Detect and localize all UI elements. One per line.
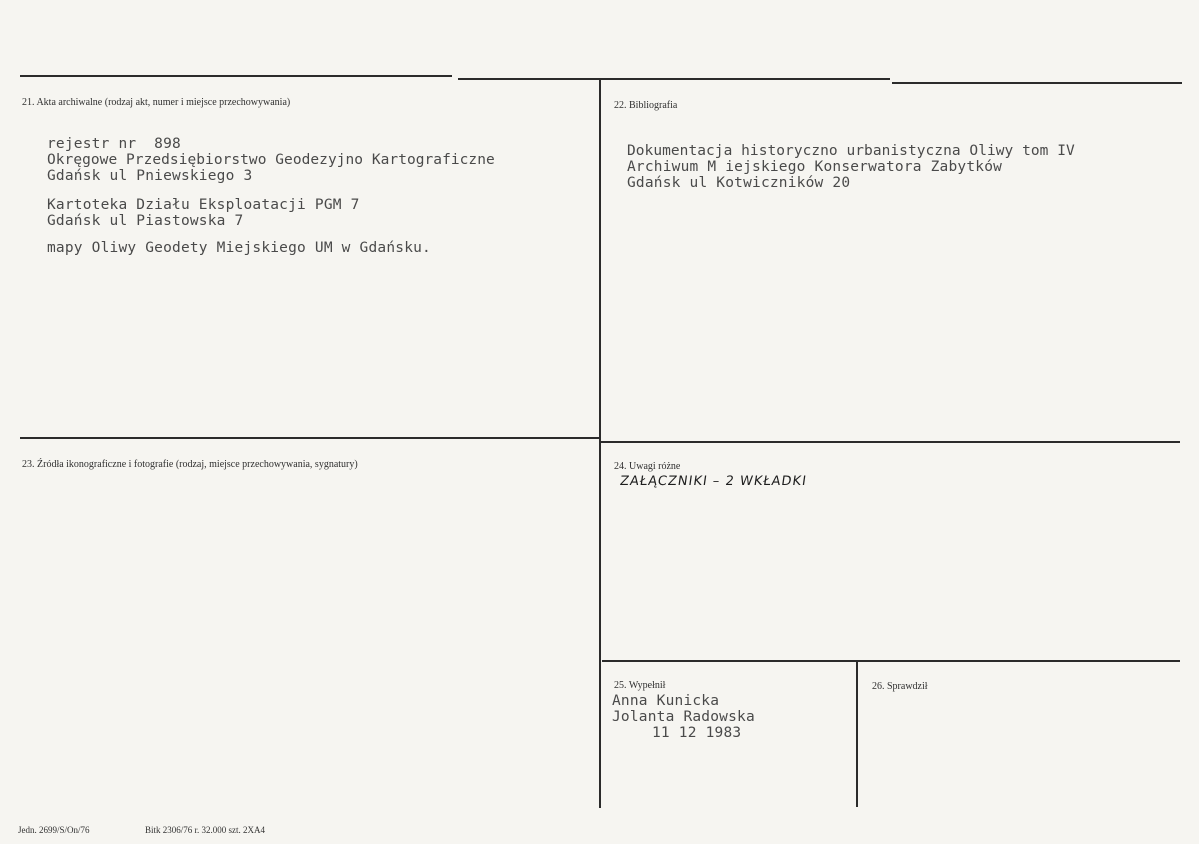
signature-divider-rule xyxy=(856,661,858,807)
top-rule-left xyxy=(20,75,452,77)
footer-print-info: Bitk 2306/76 r. 32.000 szt. 2XA4 xyxy=(145,825,266,835)
field-22-label: 22. Bibliografia xyxy=(614,100,678,111)
field-25-label: 25. Wypełnił xyxy=(614,680,666,691)
field-21-label: 21. Akta archiwalne (rodzaj akt, numer i miejsce przechowywania) xyxy=(22,97,291,108)
middle-rule-left xyxy=(20,437,600,439)
field-22-line-2: Archiwum M iejskiego Konserwatora Zabytków xyxy=(627,159,1003,175)
field-21-line-3: Gdańsk ul Pniewskiego 3 xyxy=(47,168,253,184)
field-21-line-4: Kartoteka Działu Eksploatacji PGM 7 xyxy=(47,197,360,213)
center-vertical-rule xyxy=(599,78,601,808)
signature-rule xyxy=(602,660,1180,662)
field-26-label: 26. Sprawdził xyxy=(872,681,928,692)
field-22-line-3: Gdańsk ul Kotwiczników 20 xyxy=(627,175,851,191)
top-rule-middle xyxy=(458,78,890,80)
field-21-line-1: rejestr nr 898 xyxy=(47,136,181,152)
field-22-line-1: Dokumentacja historyczno urbanistyczna Oliwy tom IV xyxy=(627,143,1075,159)
top-rule-right xyxy=(892,82,1182,84)
field-21-line-2: Okręgowe Przedsiębiorstwo Geodezyjno Kartograficzne xyxy=(47,152,495,168)
field-24-handwritten-note: ZAŁĄCZNIKI – 2 WKŁADKI xyxy=(618,474,808,489)
footer-form-number: Jedn. 2699/S/On/76 xyxy=(18,825,90,835)
middle-rule-right xyxy=(600,441,1180,443)
field-25-date: 11 12 1983 xyxy=(652,725,742,741)
field-24-label: 24. Uwagi różne xyxy=(614,461,681,472)
field-21-line-5: Gdańsk ul Piastowska 7 xyxy=(47,213,244,229)
field-23-label: 23. Źródła ikonograficzne i fotografie (rodzaj, miejsce przechowywania, sygnatury) xyxy=(22,459,358,470)
field-21-line-6: mapy Oliwy Geodety Miejskiego UM w Gdańsku. xyxy=(47,240,431,256)
field-25-name-2: Jolanta Radowska xyxy=(612,709,755,725)
field-25-name-1: Anna Kunicka xyxy=(612,693,720,709)
